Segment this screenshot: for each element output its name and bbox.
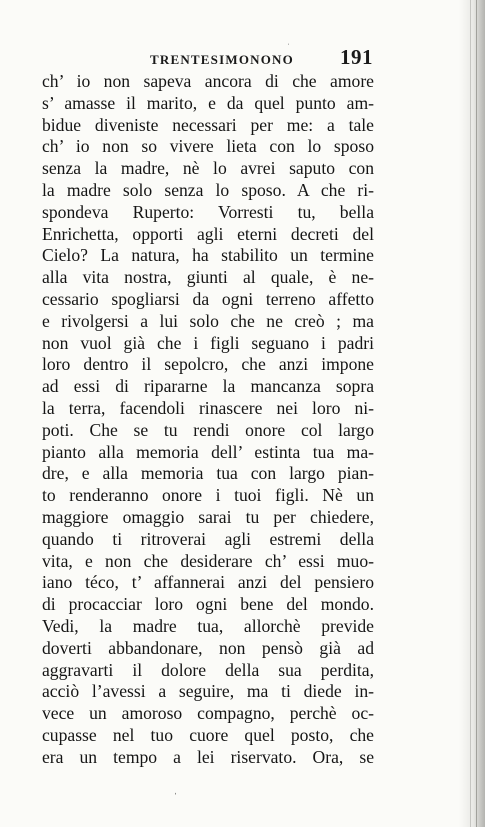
- body-text: [42, 71, 374, 769]
- text-line: loro dentro il sepolcro, che anzi impone: [42, 354, 374, 375]
- text-line: la madre solo senza lo sposo. A che ri-: [42, 179, 374, 200]
- text-line: dre, e alla memoria tua con largo pian-: [42, 463, 374, 484]
- text-line: Vedi, la madre tua, allorchè previde: [42, 615, 374, 636]
- gutter-edge-line: [476, 0, 477, 827]
- text-line: cupasse nel tuo cuore quel posto, che: [42, 724, 374, 745]
- text-line: cessario spogliarsi da ogni terreno affetto: [42, 288, 374, 309]
- text-line: vita, e non che desiderare ch’ essi muo-: [42, 550, 374, 571]
- text-line: vece un amoroso compagno, perchè oc-: [42, 703, 374, 724]
- running-head-title: TRENTESIMONONO: [150, 52, 294, 67]
- text-line: s’ amasse il marito, e da quel punto am-: [42, 92, 374, 113]
- text-line: Cielo? La natura, ha stabilito un termine: [42, 245, 374, 266]
- text-line: la terra, facendoli rinascere nei loro ni-: [42, 397, 374, 418]
- text-line: ad essi di ripararne la mancanza sopra: [42, 376, 374, 397]
- text-line: senza la madre, nè lo avrei saputo con: [42, 158, 374, 179]
- text-line: doverti abbandonare, non pensò già ad: [42, 637, 374, 658]
- text-line: spondeva Ruperto: Vorresti tu, bella: [42, 201, 374, 222]
- text-line: quando ti ritroverai agli estremi della: [42, 528, 374, 549]
- text-line: acciò l’avessi a seguire, ma ti diede in-: [42, 681, 374, 702]
- text-line: e rivolgersi a lui solo che ne creò ; ma: [42, 310, 374, 331]
- text-line: aggravarti il dolore della sua perdita,: [42, 659, 374, 680]
- text-line: to renderanno onore i tuoi figli. Nè un: [42, 485, 374, 506]
- print-speck-bottom: ˈ: [174, 792, 178, 803]
- text-line: pianto alla memoria dell’ estinta tua ma-: [42, 441, 374, 462]
- text-line: alla vita nostra, giunti al quale, è ne-: [42, 267, 374, 288]
- text-line: bidue diveniste necessari per me: a tale: [42, 114, 374, 135]
- print-speck-top: ˈ: [287, 42, 290, 52]
- text-line: non vuol già che i figli seguano i padri: [42, 332, 374, 353]
- text-line: ch’ io non so vivere lieta con lo sposo: [42, 136, 374, 157]
- text-line: poti. Che se tu rendi onore col largo: [42, 419, 374, 440]
- page-gutter-shadow: [459, 0, 485, 827]
- text-line: Enrichetta, opporti agli eterni decreti del: [42, 223, 374, 244]
- text-line: maggiore omaggio sarai tu per chiedere,: [42, 506, 374, 527]
- text-line: ch’ io non sapeva ancora di che amore: [42, 71, 374, 91]
- text-line: era un tempo a lei riservato. Ora, se: [42, 746, 374, 767]
- text-line: iano téco, t’ affannerai anzi del pensiero: [42, 572, 374, 593]
- page-number: 191: [340, 45, 373, 69]
- text-line: di procacciar loro ogni bene del mondo.: [42, 594, 374, 615]
- gutter-edge-line-inner: [470, 0, 471, 827]
